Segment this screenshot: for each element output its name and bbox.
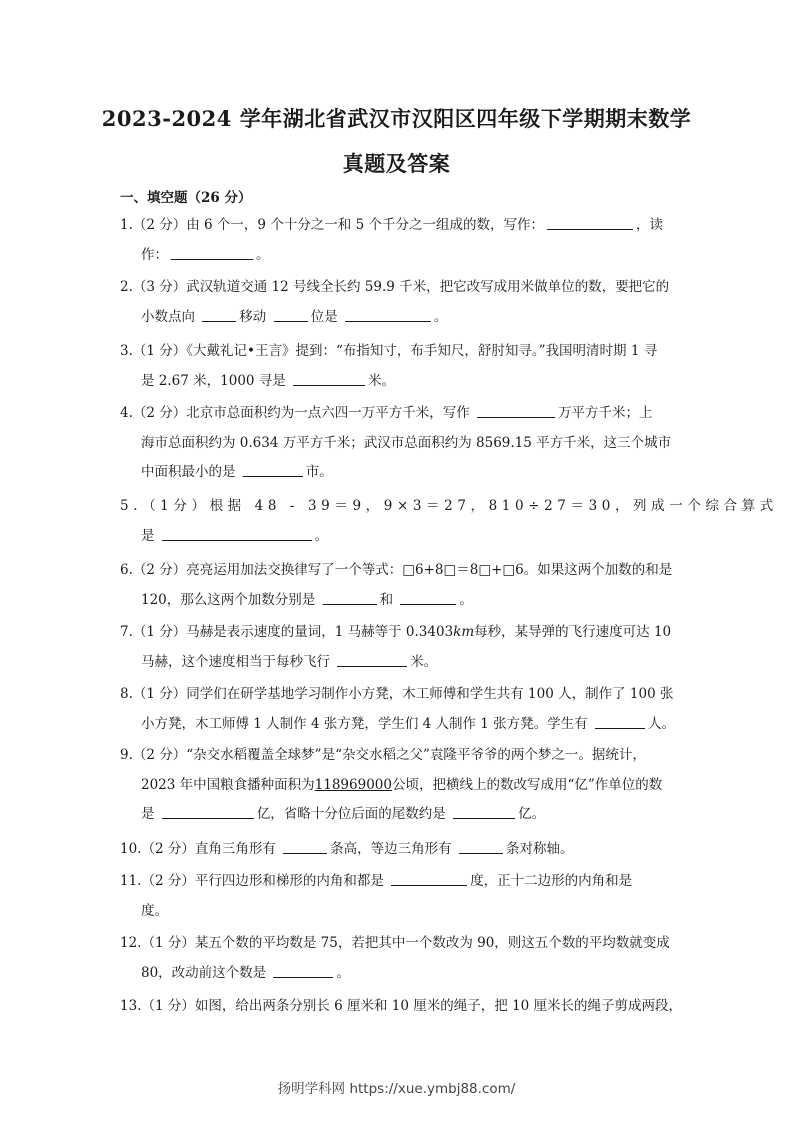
answer-blank[interactable] bbox=[162, 804, 254, 819]
answer-blank[interactable] bbox=[459, 839, 503, 854]
answer-blank[interactable] bbox=[162, 526, 312, 541]
answer-blank[interactable] bbox=[243, 462, 303, 477]
answer-blank[interactable] bbox=[337, 652, 407, 667]
answer-blank[interactable] bbox=[273, 963, 333, 978]
question-3: 3.（1 分）《大戴礼记•王言》提到：“布指知寸，布手知尺，舒肘知寻。”我国明清时期 1 寻 是 2.67 米，1000 寻是 米。 bbox=[120, 343, 658, 389]
answer-blank[interactable] bbox=[400, 590, 456, 605]
answer-blank[interactable] bbox=[283, 839, 327, 854]
answer-blank[interactable] bbox=[293, 371, 365, 386]
question-8: 8.（1 分）同学们在研学基地学习制作小方凳，木工师傅和学生共有 100 人，制作了 100 张 小方凳，木工师傅 1 人制作 4 张方凳，学生们 4 人制作 1 张方凳。学生有 人。 bbox=[120, 686, 675, 732]
answer-blank[interactable] bbox=[323, 590, 377, 605]
question-4: 4.（2 分）北京市总面积约为一点六四一万平方千米，写作 万平方千米；上 海市总面积约为 0.634 万平方千米；武汉市总面积约为 8569.15 平方千米，这三个城市 中面积最小的是 市。 bbox=[120, 405, 672, 480]
underlined-number: 118969000 bbox=[314, 776, 392, 793]
document-title-line2: 真题及答案 bbox=[342, 151, 451, 176]
answer-blank[interactable] bbox=[171, 245, 253, 260]
question-10: 10.（2 分）直角三角形有 条高，等边三角形有 条对称轴。 bbox=[120, 841, 574, 857]
answer-blank[interactable] bbox=[453, 804, 515, 819]
question-5: 5.（1分）根据 48 - 39＝9，9×3＝27，810÷27＝30，列成一个综合算式 是 。 bbox=[120, 498, 778, 544]
question-1: 1.（2 分）由 6 个一，9 个十分之一和 5 个千分之一组成的数，写作： ，读 作： 。 bbox=[120, 217, 663, 263]
section-heading: 一、填空题（26 分） bbox=[120, 190, 252, 206]
question-6: 6.（2 分）亮亮运用加法交换律写了一个等式：□6+8□＝8□+□6。如果这两个加数的和是 120，那么这两个加数分别是 和 。 bbox=[120, 562, 673, 608]
question-2: 2.（3 分）武汉轨道交通 12 号线全长约 59.9 千米，把它改写成用米做单位的数，要把它的 小数点向 移动 位是 。 bbox=[120, 279, 670, 325]
answer-blank[interactable] bbox=[391, 871, 467, 886]
question-12: 12.（1 分）某五个数的平均数是 75，若把其中一个数改为 90，则这五个数的平均数就变成 80，改动前这个数是 。 bbox=[120, 935, 670, 981]
question-7: 7.（1 分）马赫是表示速度的量词，1 马赫等于 0.3403km每秒，某导弹的飞行速度可达 10 马赫，这个速度相当于每秒飞行 米。 bbox=[120, 624, 672, 670]
answer-blank[interactable] bbox=[202, 307, 236, 322]
question-9: 9.（2 分）“杂交水稻覆盖全球梦”是“杂交水稻之父”袁隆平爷爷的两个梦之一。据统计， 2023 年中国粮食播种面积为118969000公顷，把横线上的数改写成用“亿”作单位的数 是 亿，省略十分位后面的尾数约是 亿。 bbox=[120, 747, 663, 822]
question-13: 13.（1 分）如图，给出两条分别长 6 厘米和 10 厘米的绳子，把 10 厘米长的绳子剪成两段， bbox=[120, 998, 683, 1014]
answer-blank[interactable] bbox=[547, 215, 633, 230]
answer-blank[interactable] bbox=[595, 714, 645, 729]
answer-blank[interactable] bbox=[345, 307, 431, 322]
question-11: 11.（2 分）平行四边形和梯形的内角和都是 度，正十二边形的内角和是 度。 bbox=[120, 873, 633, 919]
page-footer: 扬明学科网 https://xue.ymbj88.com/ bbox=[277, 1081, 516, 1097]
answer-blank[interactable] bbox=[274, 307, 308, 322]
document-title-line1: 2023-2024 学年湖北省武汉市汉阳区四年级下学期期末数学 bbox=[101, 106, 692, 131]
answer-blank[interactable] bbox=[477, 403, 555, 418]
